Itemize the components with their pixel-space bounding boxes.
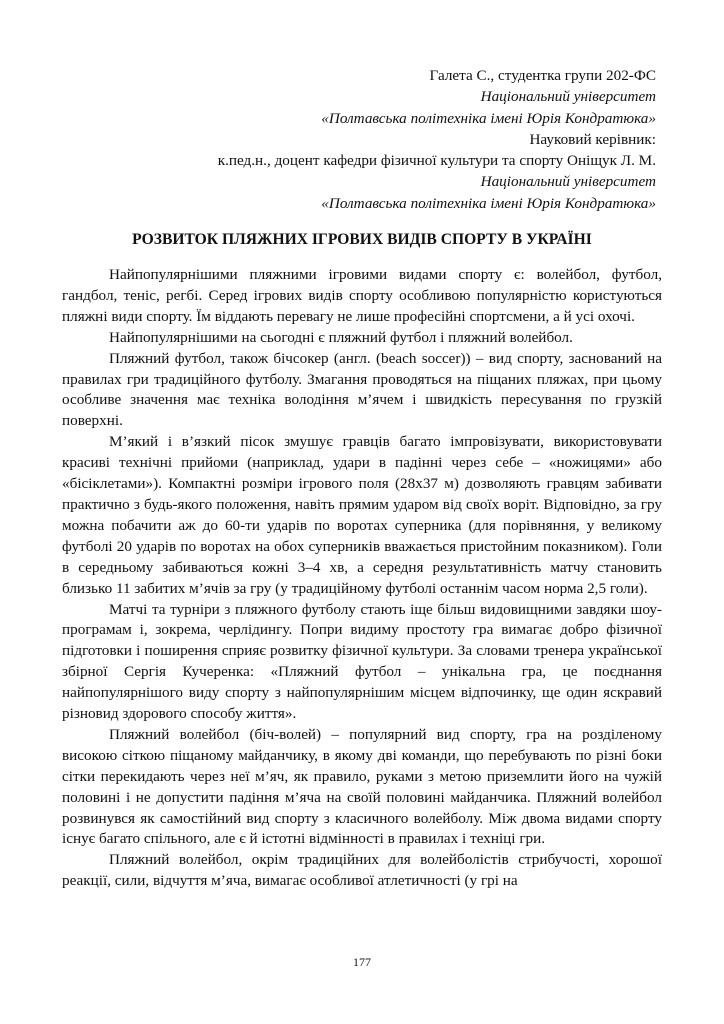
author-affiliation: Національний університет: [480, 88, 656, 106]
paragraph: Пляжний волейбол (біч-волей) – популярний вид спорту, гра на розділеному високою сіткою піщаному майданчику, в якому дві команди, що перебувають по різні боки сітки перекидають через неї м’яч, як правило, руками з метою приземлити його на чужій половині і не допустити падіння м’яча на своїй половині майданчика. Пляжний волейбол розвинувся як самостійний вид спорту з класичного волейболу. Між двома видами спорту існує багато спільного, але є й істотні відмінності в правилах і техніці гри.: [62, 725, 662, 848]
supervisor-affiliation-name: «Полтавська політехніка імені Юрія Кондратюка»: [321, 194, 656, 212]
paper-body: [62, 265, 662, 892]
paragraph: Найпопулярнішими на сьогодні є пляжний футбол і пляжний волейбол.: [109, 328, 573, 346]
paragraph: Найпопулярнішими пляжними ігровими видами спорту є: волейбол, футбол, гандбол, теніс, регбі. Серед ігрових видів спорту особливою популярністю користуються пляжні види спорту. Їм віддають перевагу не лише професійні спортсмени, а й усі охочі.: [62, 266, 662, 325]
paragraph: Пляжний волейбол, окрім традиційних для волейболістів стрибучості, хорошої реакції, сили, відчуття м’яча, вимагає особливої атлетичності (у грі на: [62, 851, 662, 890]
paragraph: М’який і в’язкий пісок змушує гравців багато імпровізувати, використовувати красиві технічні прийоми (наприклад, удари в падінні через себе – «ножицями» або «бісіклетами»). Компактні розміри ігрового поля (28х37 м) дозволяють гравцям забивати практично з будь-якого положення, навіть прямим ударом від своїх воріт. Відповідно, за гру можна побачити аж до 60-ти ударів по воротах суперника (для порівняння, у великому футболі 20 ударів по воротах на обох суперників вважається пристойним показником). Голи в середньому забиваються кожні 3–4 хв, а середня результативність матчу становить близько 11 забитих м’ячів за гру (у традиційному футболі останнім часом норма 2,5 голи).: [62, 433, 662, 597]
author-affiliation-name: «Полтавська політехніка імені Юрія Кондратюка»: [321, 109, 656, 127]
paper-title: РОЗВИТОК ПЛЯЖНИХ ІГРОВИХ ВИДІВ СПОРТУ В УКРАЇНІ: [132, 231, 592, 248]
supervisor-name: к.пед.н., доцент кафедри фізичної культури та спорту Оніщук Л. М.: [217, 152, 656, 170]
supervisor-affiliation: Національний університет: [480, 173, 656, 191]
supervisor-label: Науковий керівник:: [529, 130, 656, 148]
author-block: [100, 65, 656, 214]
author-name: Галета С., студентка групи 202-ФС: [429, 67, 656, 84]
paragraph: Матчі та турніри з пляжного футболу стають іще більш видовищними завдяки шоу-програмам і, зокрема, черлідингу. Попри видиму простоту гра вимагає добро фізичної підготовки і поширення сприяє розвитку фізичної культури. За словами тренера української збірної Сергія Кучеренка: «Пляжний футбол – унікальна гра, це поєднання найпопулярнішого виду спорту з найпопулярнішим місцем відпочинку, ще один яскравий різновид здорового способу життя».: [62, 600, 662, 723]
paragraph: Пляжний футбол, також бічсокер (англ. (beach soccer)) – вид спорту, заснований на правилах гри традиційного футболу. Змагання проводяться на піщаних пляжах, при цьому особливе значення має техніка володіння м’ячем і швидкість пересування по грузкій поверхні.: [62, 349, 662, 430]
page-number: 177: [353, 955, 371, 969]
